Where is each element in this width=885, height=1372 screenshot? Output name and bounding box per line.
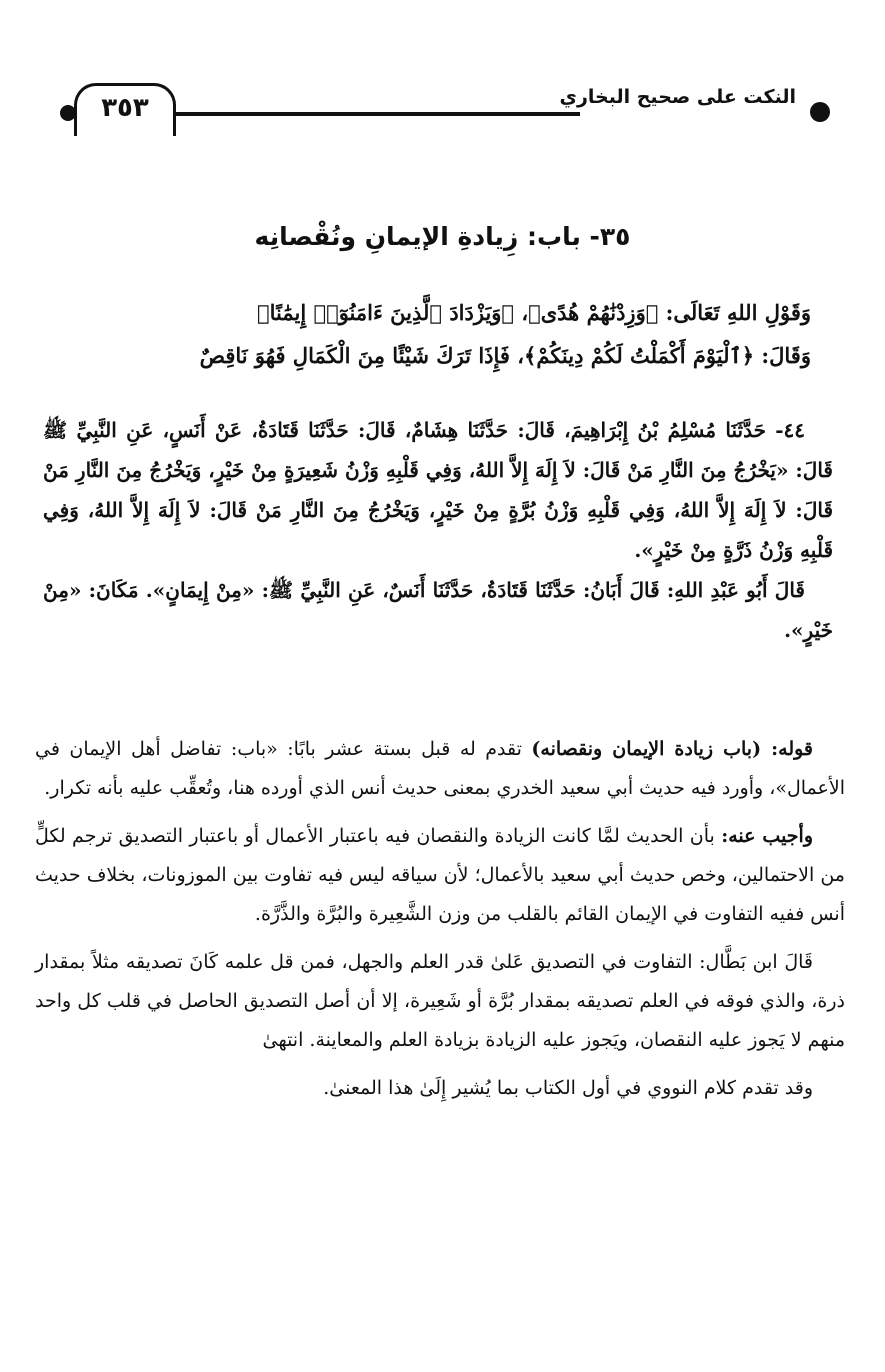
commentary-paragraph-2	[35, 817, 845, 934]
commentary-body-1: تقدم له قبل بستة عشر بابًا: «باب: تفاضل أهل الإيمان في الأعمال»، وأورد فيه حديث أبي سعيد الخدري بمعنى حديث أنس الذي أورده هنا، وتُعقِّب عليه بأنه تكرار.	[35, 738, 845, 799]
quran-verse-line-2: وَقَالَ: ﴿ٱلْيَوْمَ أَكْمَلْتُ لَكُمْ دِينَكُمْ﴾، فَإِذَا تَرَكَ شَيْئًا مِنَ الْكَمَالِ فَهُوَ نَاقِصٌ	[199, 343, 811, 368]
commentary-body-2: بأن الحديث لمَّا كانت الزيادة والنقصان فيه باعتبار الأعمال أو باعتبار التصديق ترجم لكلٍّ من الاحتمالين، وخص حديث أبي سعيد بالأعمال؛ لأن سياقه ليس فيه تفاوت بين الموزونات، بخلاف حديث أنس ففيه التفاوت في الإيمان القائم بالقلب من وزن الشَّعِيرة والبُرَّة والذَّرَّة.	[35, 825, 845, 925]
page-header	[60, 78, 830, 128]
page-number: ٣٥٣	[74, 83, 176, 136]
header-rule	[170, 112, 580, 116]
chapter-heading: ٣٥- باب: زِيادةِ الإيمانِ ونُقْصانِه	[254, 222, 631, 251]
commentary	[35, 730, 845, 1117]
commentary-paragraph-3: قَالَ ابن بَطَّال: التفاوت في التصديق عَلىٰ قدر العلم والجهل، فمن قل علمه كَانَ تصديقه مثلاً بمقدار ذرة، والذي فوقه في العلم تصديقه بمقدار بُرَّة أو شَعِيرة، إلا أن أصل التصديق الحاصل في قلب كل واحد منهم لا يَجوز عليه النقصان، ويَجوز عليه الزيادة بزيادة العلم والمعاينة. انتهىٰ	[35, 951, 845, 1051]
commentary-paragraph-1	[35, 730, 845, 808]
commentary-lead-2: وأجيب عنه:	[721, 825, 814, 847]
hadith-text: ٤٤- حَدَّثَنَا مُسْلِمُ بْنُ إِبْرَاهِيمَ، قَالَ: حَدَّثَنَا هِشَامٌ، قَالَ: حَدَّثَنَا قَتَادَةُ، عَنْ أَنَسٍ، عَنِ النَّبِيِّ ﷺ قَالَ: «يَخْرُجُ مِنَ النَّارِ مَنْ قَالَ: لاَ إِلَهَ إِلاَّ اللهُ، وَفِي قَلْبِهِ وَزْنُ شَعِيرَةٍ مِنْ خَيْرٍ، وَيَخْرُجُ مِنَ النَّارِ مَنْ قَالَ: لاَ إِلَهَ إِلاَّ اللهُ، وَفِي قَلْبِهِ وَزْنُ بُرَّةٍ مِنْ خَيْرٍ، وَيَخْرُجُ مِنَ النَّارِ مَنْ قَالَ: لاَ إِلَهَ إِلاَّ اللهُ، وَفِي قَلْبِهِ وَزْنُ ذَرَّةٍ مِنْ خَيْرٍ».	[43, 418, 833, 562]
quran-verse-line-1: وَقَوْلِ اللهِ تَعَالَى: ﴿وَزِدْنَٰهُمْ هُدًى﴾، ﴿وَيَزْدَادَ ٱلَّذِينَ ءَامَنُوٓا۟ إِيمَٰنًا﴾	[257, 300, 811, 325]
hadith-block	[43, 410, 833, 650]
commentary-lead-1: قوله: (باب زيادة الإيمان ونقصانه)	[531, 738, 814, 760]
hadith-note: قَالَ أَبُو عَبْدِ اللهِ: قَالَ أَبَانُ: حَدَّثَنَا قَتَادَةُ، حَدَّثَنَا أَنَسٌ، عَنِ النَّبِيِّ ﷺ: «مِنْ إِيمَانٍ». مَكَانَ: «مِنْ خَيْرٍ».	[43, 578, 833, 642]
book-title: النكت على صحيح البخاري	[559, 86, 796, 108]
commentary-paragraph-4: وقد تقدم كلام النووي في أول الكتاب بما يُشير إِلَىٰ هذا المعنىٰ.	[323, 1077, 813, 1099]
header-bullet-right	[810, 102, 830, 122]
